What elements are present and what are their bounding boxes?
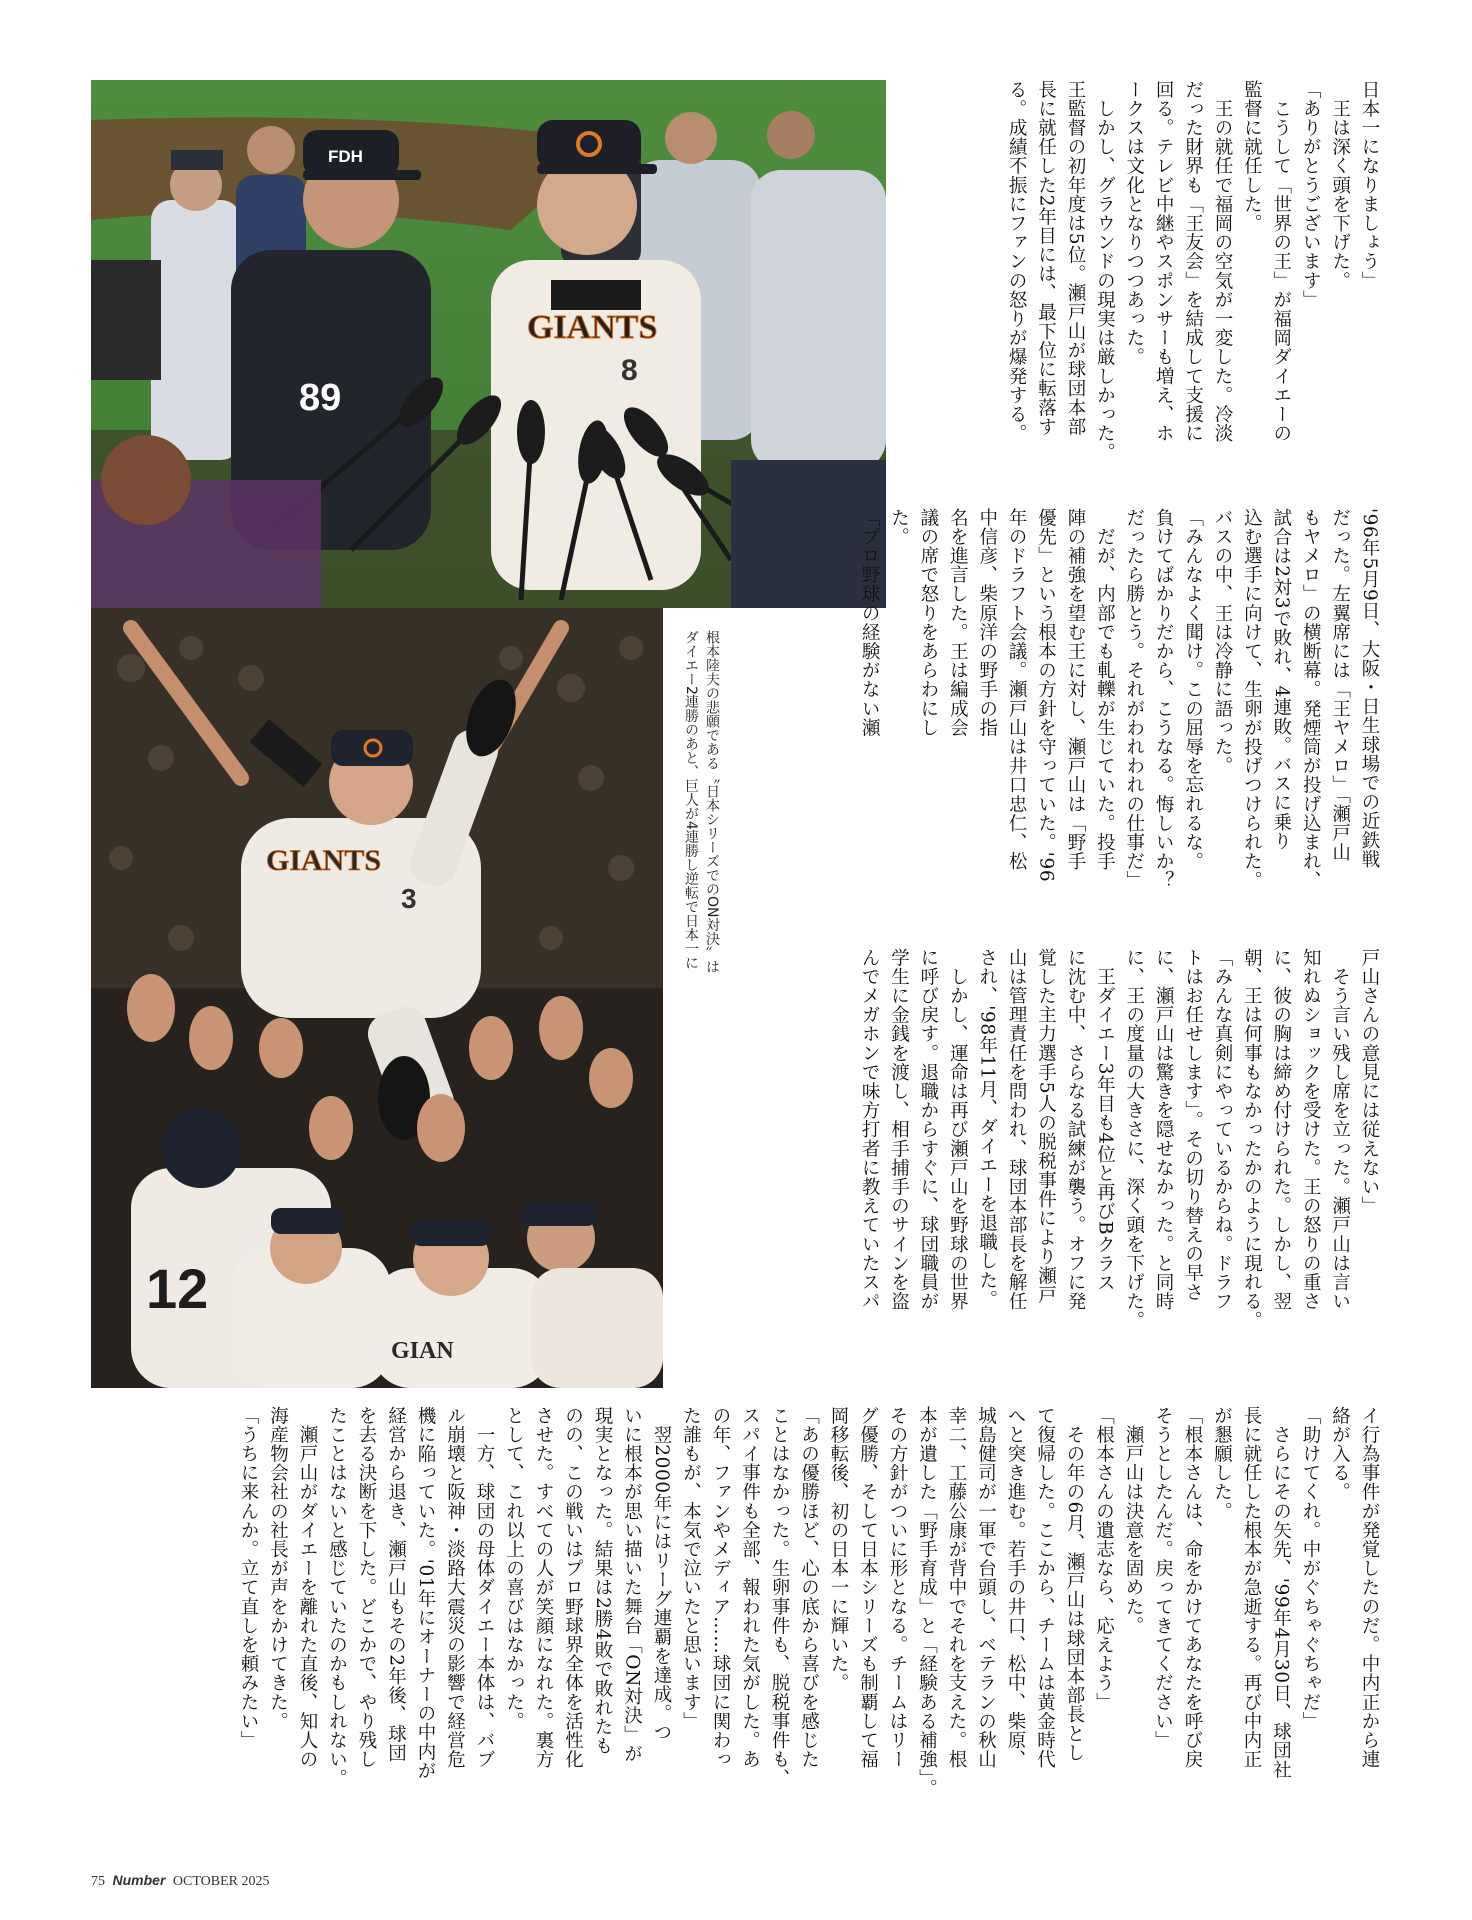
jersey-number-3: 3: [401, 883, 417, 914]
article-column-1: 日本一になりましょう」 王は深く頭を下げた。 「ありがとうございます」 こうして「世界の王」が福岡ダイエーの 監督に就任した。 王の就任で福岡の空気が一変した。冷淡 だった財界も「王友会」を結成して支援に 回る。テレビ中継やスポンサーも増え、ホ ークスは文化となりつつあった。 しかし、グラウンドの現実は厳しかった。 王監督の初年度は5位。瀬戸山が球団本部 長に就任した2年目には、最下位に転落す る。成績不振にファンの怒りが爆発する。: [1006, 80, 1380, 462]
page-footer: [91, 1872, 270, 1890]
jersey-text-giants-center: GIANTS: [266, 844, 382, 877]
jersey-number-8: 8: [621, 354, 638, 387]
article-column-4: イ行為事件が発覚したのだ。中内正から連 絡が入る。 「助けてくれ。中がぐちゃぐちゃだ」 さらにその矢先、'99年4月30日、球団社 長に就任した根本が急逝する。再び中内正 が懇願した。 「根本さんは、命をかけてあなたを呼び戻 そうとしたんだ。戻ってきてください」 瀬戸山は決意を固めた。 「根本さんの遺志なら、応えよう」 その年の6月、瀬戸山は球団本部長とし て復帰した。ここから、チームは黄金時代 へと突き進む。若手の井口、松中、柴原、 城島健司が一軍で台頭し、ベテランの秋山 幸二、工藤公康が背中でそれを支えた。根 本が遺した「野手育成」と「経験ある補強」。 その方針がついに形となる。チームはリー グ優勝、そして日本シリーズも制覇して福 岡移転後、初の日本一に輝いた。 「あの優勝ほど、心の底から喜びを感じた ことはなかった。生卵事件も、脱税事件も、 スパイ事件も全部、報われた気がした。あ の年、ファンやメディア……球団に関わっ た誰もが、本気で泣いたと思います」 翌2000年にはリーグ連覇を達成。つ いに根本が思い描いた舞台「ON対決」が 現実となった。結果は2勝4敗で敗れたも のの、この戦いはプロ野球界全体を活性化 させた。すべての人が笑顔になれた。裏方 として、これ以上の喜びはなかった。 一方、球団の母体ダイエー本体は、バブ ル崩壊と阪神・淡路大震災の影響で経営危 機に陥っていた。'01年にオーナーの中内が 経営から退き、瀬戸山もその2年後、球団 を去る決断を下した。どこかで、やり残し たことはないと感じていたのかもしれない。 瀬戸山がダイエーを離れた直後、知人の 海産物会社の社長が声をかけてきた。 「うちに来んか。立て直しを頼みたい」: [238, 1406, 1380, 1798]
cap-logo-fdh: FDH: [328, 147, 363, 166]
photo-caption: 根本陸夫の悲願である〝日本シリーズでのON対決〟は ダイエー2連勝のあと、巨人が4連勝し逆転で日本一に: [683, 630, 720, 974]
page-number: 75: [91, 1874, 105, 1889]
photo-managers: [91, 80, 886, 608]
jersey-number-89: 89: [299, 377, 342, 419]
article-column-3: 戸山さんの意見には従えない」 そう言い残し席を立った。瀬戸山は言い 知れぬショックを受けた。王の怒りの重さ に、彼の胸は締め付けられた。しかし、翌 朝、王は何事もなかったかのように現れる。 「みんな真剣にやっているからね。ドラフ トはお任せします」。その切り替えの早さ に、瀬戸山は驚きを隠せなかった。と同時 に、王の度量の大きさに、深く頭を下げた。 王ダイエー3年目も4位と再びBクラス に沈む中、さらなる試練が襲う。オフに発 覚した主力選手5人の脱税事件により瀬戸 山は管理責任を問われ、球団本部長を解任 され、'98年11月、ダイエーを退職した。 しかし、運命は再び瀬戸山を野球の世界 に呼び戻す。退職からすぐに、球団職員が 学生に金銭を渡し、相手捕手のサインを盗 んでメガホンで味方打者に教えていたスパ: [859, 948, 1380, 1330]
jersey-text-giants: GIANTS: [527, 309, 658, 346]
jersey-text-gian: GIAN: [391, 1338, 454, 1364]
issue-date: OCTOBER 2025: [172, 1874, 270, 1889]
article-column-2: '96年5月9日、大阪・日生球場での近鉄戦 だった。左翼席には「王ヤメロ」「瀬戸山 もヤメロ」の横断幕。発煙筒が投げ込まれ、 試合は2対3で敗れ、4連敗。バスに乗り 込む選手に向けて、生卵が投げつけられた。 バスの中、王は冷静に語った。 「みんなよく聞け。この屈辱を忘れるな。 負けてばかりだから、こうなる。悔しいか？ だったら勝とう。それがわれわれの仕事だ」 だが、内部でも軋轢が生じていた。投手 陣の補強を望む王に対し、瀬戸山は「野手 優先」という根本の方針を守っていた。'96 年のドラフト会議。瀬戸山は井口忠仁、松 中信彦、柴原洋の野手の指 名を進言した。王は編成会 議の席で怒りをあらわにし た。 「プロ野球の経験がない瀬: [859, 508, 1380, 890]
jersey-number-12: 12: [146, 1257, 209, 1320]
photo-celebration-toss: [91, 608, 663, 1388]
magazine-brand: Number: [112, 1872, 166, 1888]
